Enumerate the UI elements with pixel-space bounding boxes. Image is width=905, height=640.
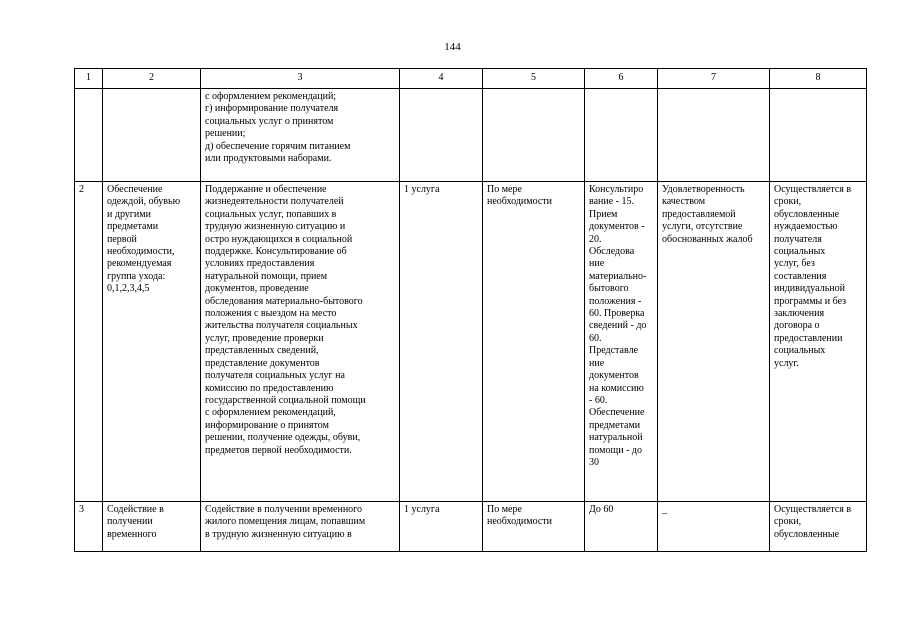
service-frequency-cell: По мере необходимости — [483, 502, 585, 552]
service-description-cell: с оформлением рекомендаций; г) информирование получателя социальных услуг о принятом решении; д) обеспечение горячим питанием или продуктовыми наборами. — [201, 89, 400, 182]
service-name-cell — [103, 89, 201, 182]
conditions-cell: Осуществляется в сроки, обусловленные нуждаемостью получателя социальных услуг, без составления индивидуальной программы и без заключения договора о предоставлении социальных услуг. — [770, 182, 867, 502]
service-name-cell: Содействие в получении временного — [103, 502, 201, 552]
service-frequency-cell: По мере необходимости — [483, 182, 585, 502]
table-row — [75, 502, 867, 552]
header-cell-8: 8 — [770, 69, 867, 89]
service-volume-cell — [400, 89, 483, 182]
header-cell-1: 1 — [75, 69, 103, 89]
service-time-cell: Консультиро вание - 15. Прием документов - 20. Обследова ние материально- бытового положения - 60. Проверка сведений - до 60. Представле ние документов на комиссию - 60. Обеспечение предметами натуральной помощи - до 30 — [585, 182, 658, 502]
conditions-cell — [770, 89, 867, 182]
service-volume-cell: 1 услуга — [400, 182, 483, 502]
service-description-cell: Поддержание и обеспечение жизнедеятельности получателей социальных услуг, попавших в трудную жизненную ситуацию и остро нуждающихся в социальной поддержке. Консультирование об условиях предоставления натуральной помощи, прием документов, проведение обследования материально-бытового положения с выездом на место жительства получателя социальных услуг, проведение проверки представленных сведений, представление документов получателя социальных услуг на комиссию по предоставлению государственной социальной помощи с оформлением рекомендаций, информирование о принятом решении, получение одежды, обуви, предметов первой необходимости. — [201, 182, 400, 502]
service-name-cell: Обеспечение одеждой, обувью и другими предметами первой необходимости, рекомендуемая группа ухода: 0,1,2,3,4,5 — [103, 182, 201, 502]
header-cell-2: 2 — [103, 69, 201, 89]
header-cell-7: 7 — [658, 69, 770, 89]
quality-indicator-cell: _ — [658, 502, 770, 552]
table-row — [75, 89, 867, 182]
header-cell-4: 4 — [400, 69, 483, 89]
service-description-cell: Содействие в получении временного жилого помещения лицам, попавшим в трудную жизненную ситуацию в — [201, 502, 400, 552]
table-row — [75, 182, 867, 502]
service-time-cell: До 60 — [585, 502, 658, 552]
quality-indicator-cell: Удовлетворенность качеством предоставляемой услуги, отсутствие обоснованных жалоб — [658, 182, 770, 502]
service-frequency-cell — [483, 89, 585, 182]
header-cell-6: 6 — [585, 69, 658, 89]
row-number-cell: 3 — [75, 502, 103, 552]
row-number-cell: 2 — [75, 182, 103, 502]
header-row — [75, 69, 867, 89]
services-table — [74, 68, 867, 552]
quality-indicator-cell — [658, 89, 770, 182]
row-number-cell — [75, 89, 103, 182]
header-cell-5: 5 — [483, 69, 585, 89]
header-cell-3: 3 — [201, 69, 400, 89]
service-volume-cell: 1 услуга — [400, 502, 483, 552]
service-time-cell — [585, 89, 658, 182]
page-number: 144 — [444, 41, 461, 53]
conditions-cell: Осуществляется в сроки, обусловленные — [770, 502, 867, 552]
